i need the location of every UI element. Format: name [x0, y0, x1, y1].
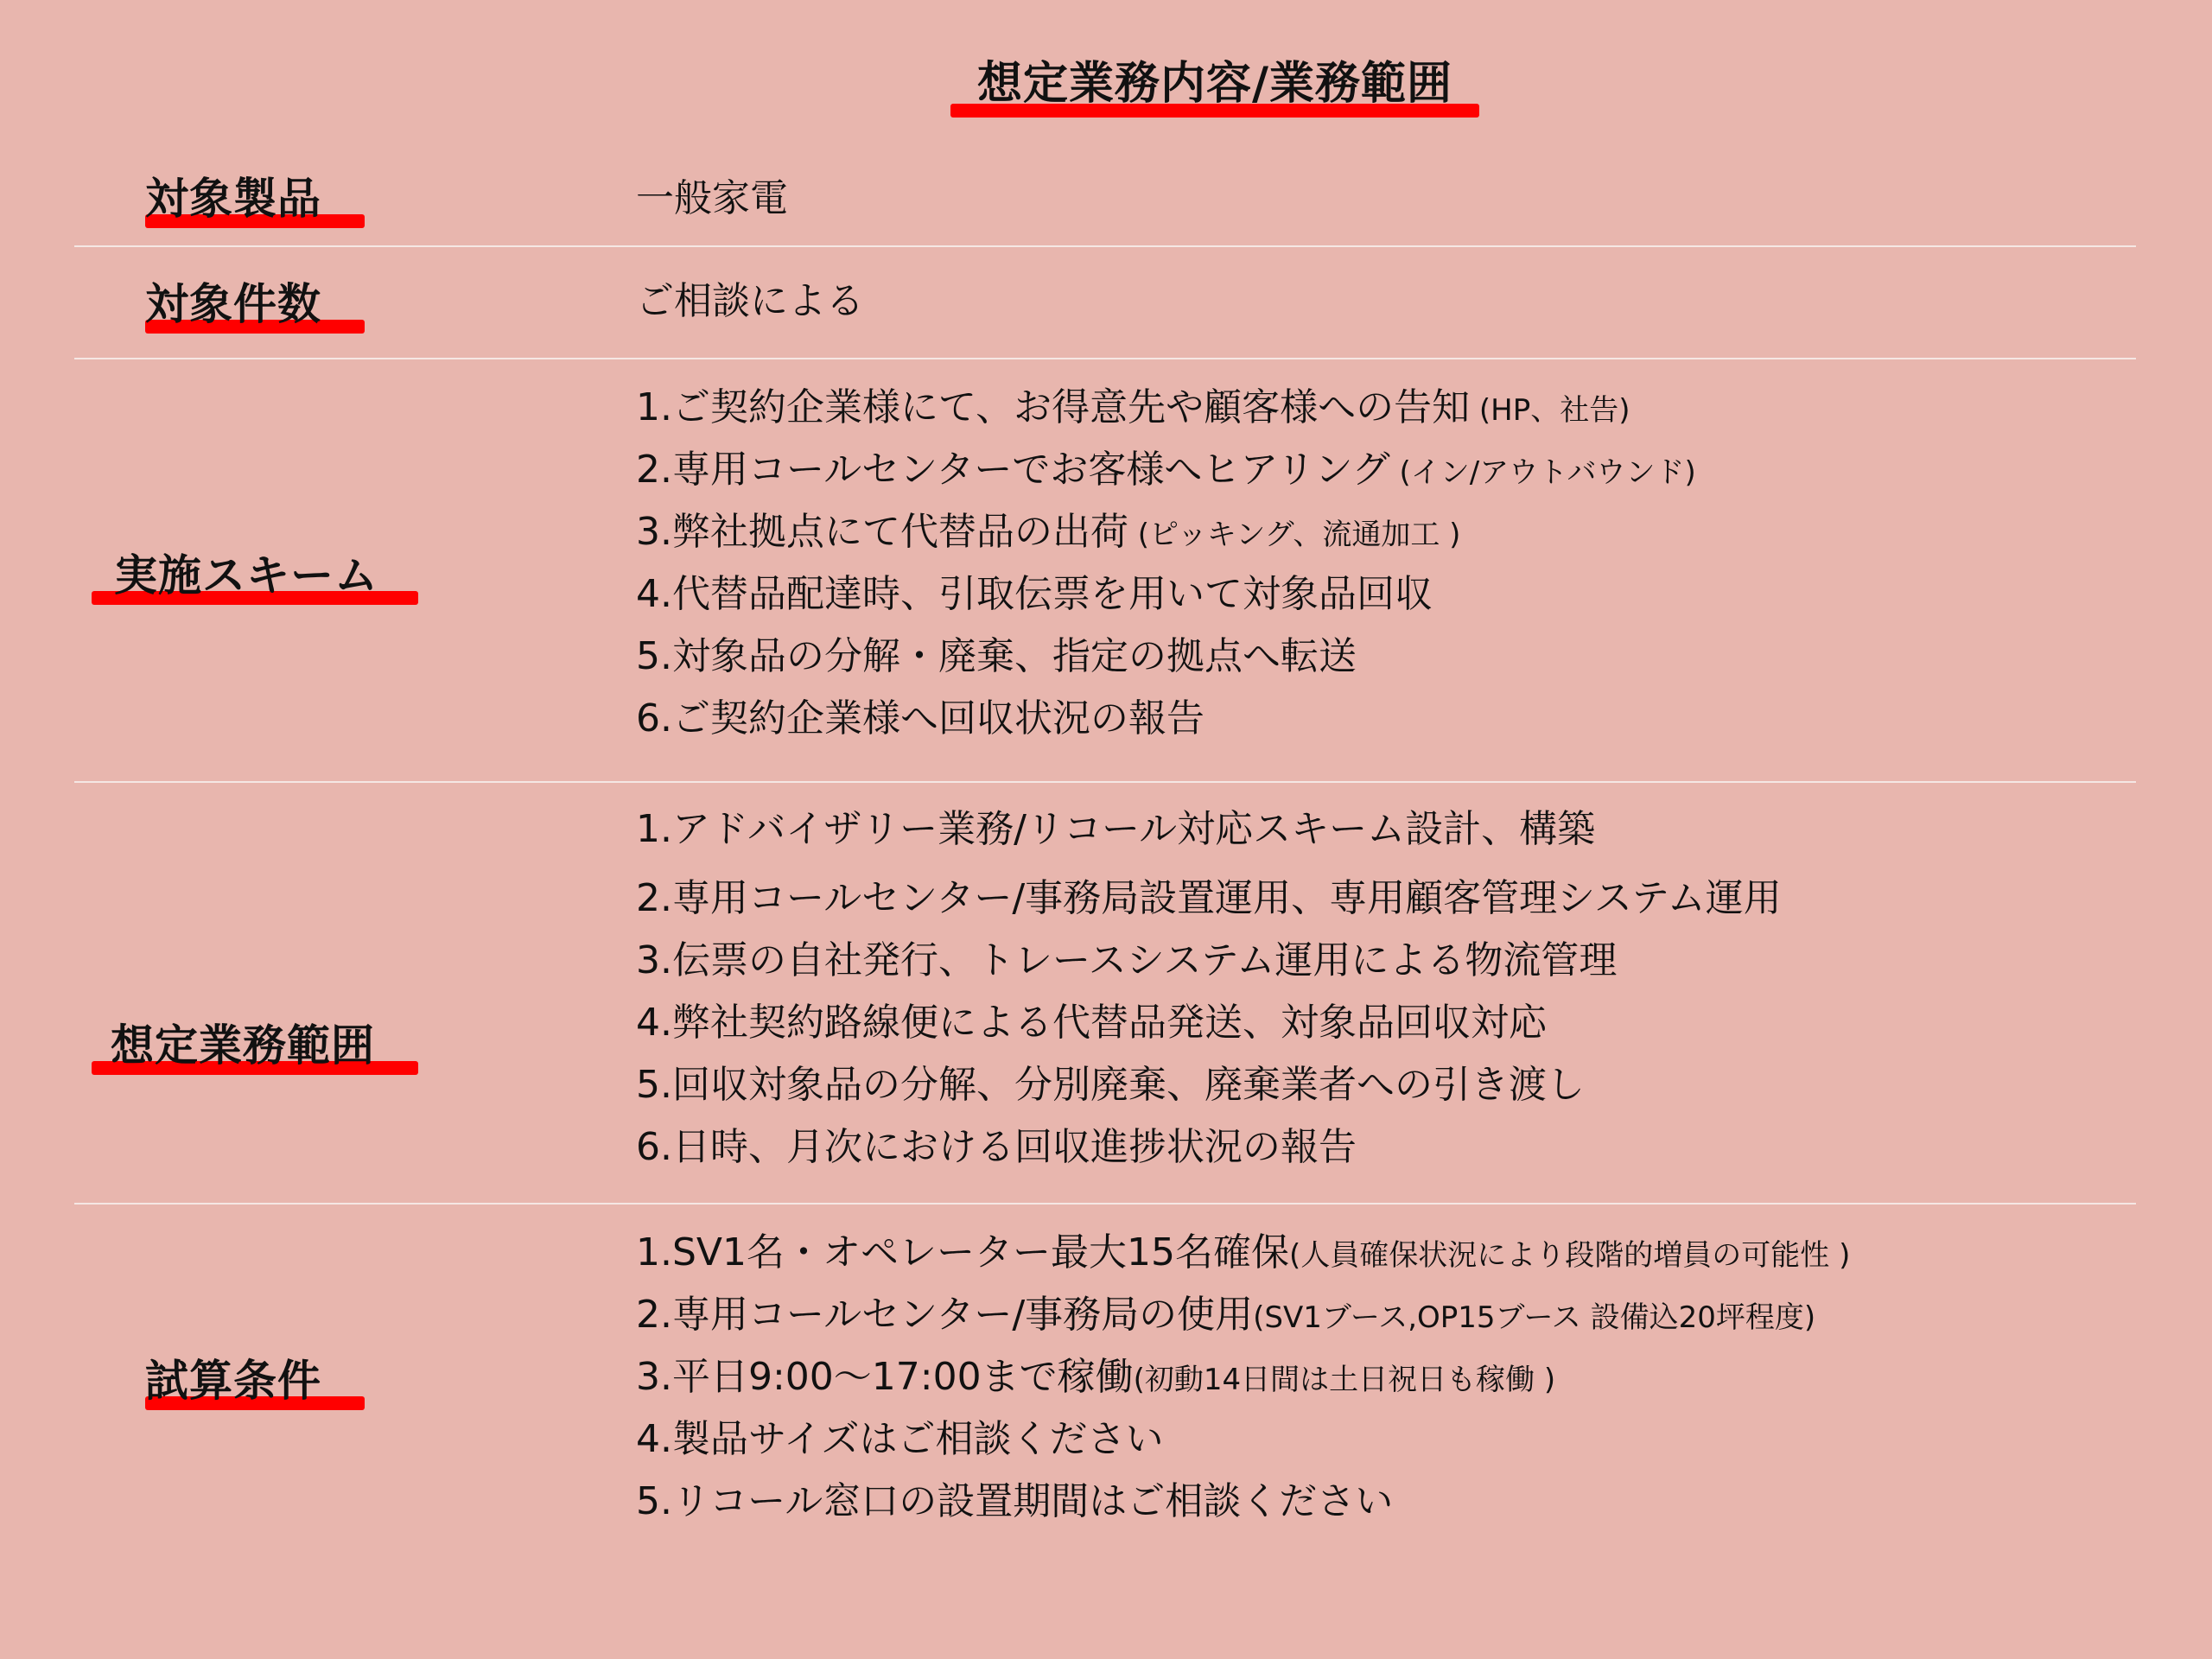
content-line: 5.回収対象品の分解、分別廃棄、廃棄業者への引き渡し	[636, 1063, 1585, 1107]
slide-title: 想定業務内容/業務範囲	[977, 58, 1452, 110]
content-line: 3.弊社拠点にて代替品の出荷 (ピッキング、流通加工 )	[636, 510, 1461, 554]
content-line: 3.伝票の自社発行、トレースシステム運用による物流管理	[636, 938, 1618, 982]
content-line: 1.アドバイザリー業務/リコール対応スキーム設計、構築	[636, 807, 1596, 851]
content-line: 6.ご契約企業様へ回収状況の報告	[636, 696, 1205, 741]
content-line: 1.SV1名・オペレーター最大15名確保(人員確保状況により段階的増員の可能性 )	[636, 1230, 1851, 1274]
content-line: 2.専用コールセンター/事務局の使用(SV1ブース,OP15ブース 設備込20坪程度)	[636, 1293, 1816, 1337]
content-business-scope	[636, 798, 1782, 1179]
content-line: 4.製品サイズはご相談ください	[636, 1417, 1164, 1461]
content-line: 4.弊社契約路線便による代替品発送、対象品回収対応	[636, 1001, 1547, 1045]
content-line: 3.平日9:00～17:00まで稼働(初動14日間は土日祝日も稼働 )	[636, 1355, 1556, 1399]
label-target-product: 対象製品	[145, 171, 321, 226]
label-business-scope: 想定業務範囲	[92, 1018, 375, 1073]
content-target-count	[636, 270, 864, 333]
content-line: 2.専用コールセンターでお客様へヒアリング (イン/アウトバウンド)	[636, 448, 1696, 492]
content-line: ご相談による	[636, 279, 864, 323]
content-line: 2.専用コールセンター/事務局設置運用、専用顧客管理システム運用	[636, 876, 1782, 920]
content-target-product	[636, 168, 788, 230]
row-divider	[74, 245, 2136, 247]
content-line: 4.代替品配達時、引取伝票を用いて対象品回収	[636, 572, 1433, 616]
label-scheme: 実施スキーム	[92, 548, 378, 603]
row-divider	[74, 1203, 2136, 1205]
label-estimate-conditions: 試算条件	[145, 1353, 321, 1408]
content-line: 6.日時、月次における回収進捗状況の報告	[636, 1125, 1357, 1169]
content-scheme	[636, 377, 1696, 750]
content-line: 1.ご契約企業様にて、お得意先や顧客様への告知 (HP、社告)	[636, 385, 1630, 429]
content-line: 5.対象品の分解・廃棄、指定の拠点へ転送	[636, 634, 1357, 678]
slide-title-block	[950, 54, 1479, 119]
content-estimate-conditions	[636, 1222, 1850, 1533]
content-line: 一般家電	[636, 176, 788, 220]
label-target-count: 対象件数	[145, 276, 321, 332]
row-divider	[74, 781, 2136, 783]
row-divider	[74, 358, 2136, 359]
content-line: 5.リコール窓口の設置期間はご相談ください	[636, 1479, 1394, 1523]
